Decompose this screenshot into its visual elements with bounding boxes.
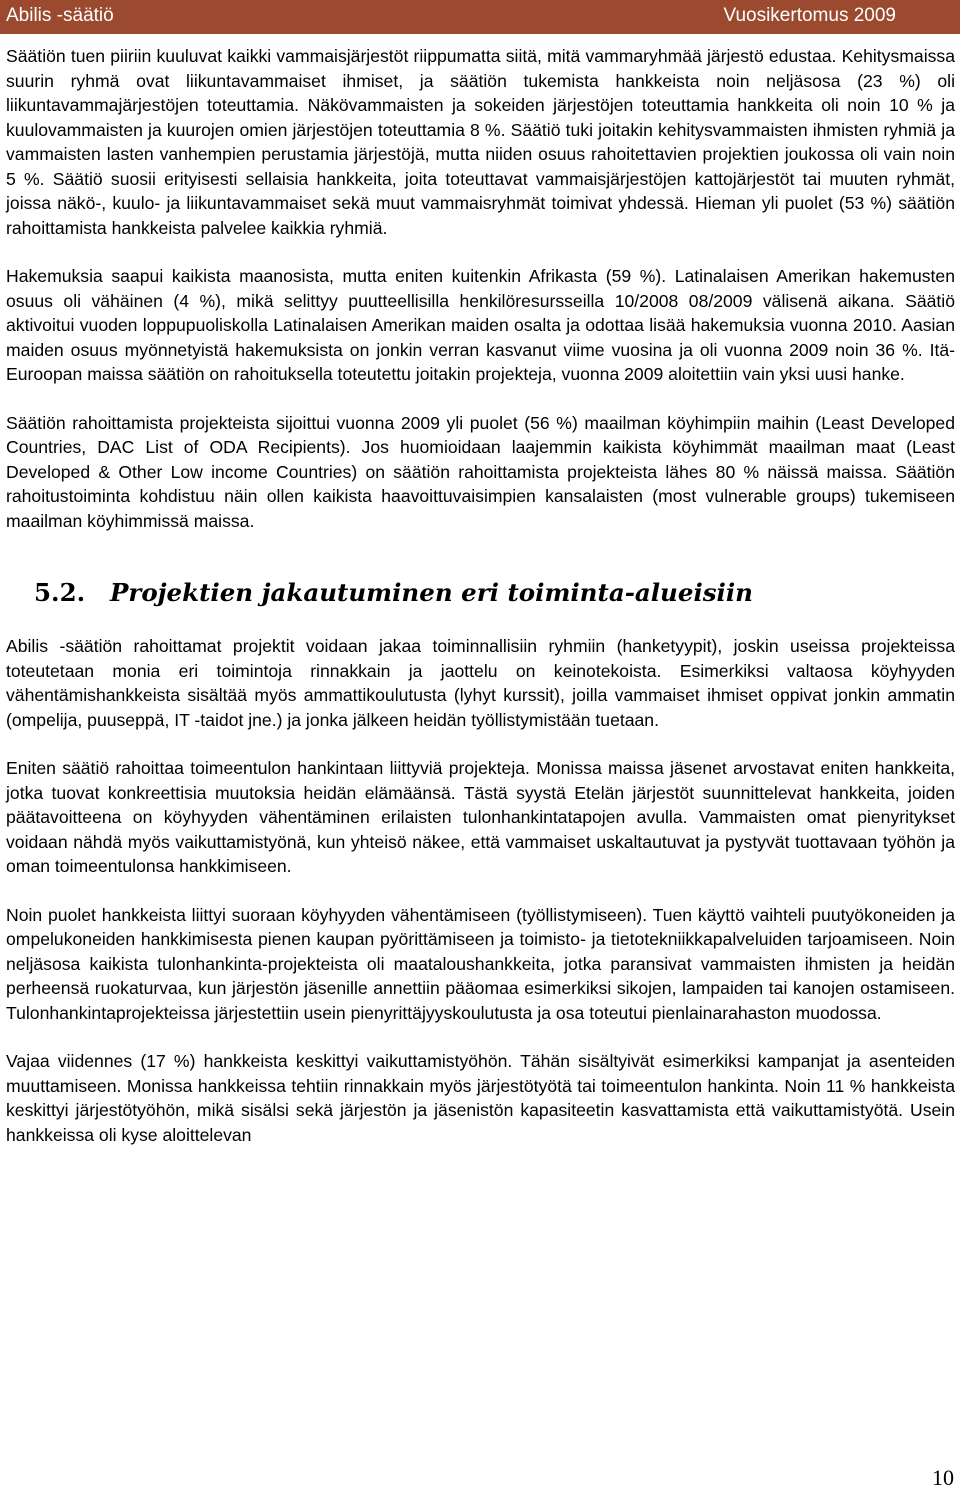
paragraph-applications-by-continent: Hakemuksia saapui kaikista maanosista, mutta eniten kuitenkin Afrikasta (59 %). Latinalaisen Amerikan hakemusten osuus oli vähäinen (4 %), mikä selittyy puutteellisilla henkilöresursseilla 10/2008 08/2009 välisenä aikana. Säätiö aktivoitui vuoden loppupuoliskolla Latinalaisen Amerikan maiden osalta ja odottaa lisää hakemuksia vuonna 2010. Aasian maiden osuus myönnetyistä hakemuksista on jonkin verran kasvanut viime vuosina ja oli vuonna 2009 noin 36 %. Itä-Euroopan maissa säätiön on rahoituksella toteutettu joitakin projekteja, vuonna 2009 aloitettiin vain yksi uusi hanke. bbox=[6, 266, 955, 384]
paragraph-disability-groups: Säätiön tuen piiriin kuuluvat kaikki vammaisjärjestöt riippumatta siitä, mitä vammaryhmää järjestö edustaa. Kehitysmaissa suurin ryhmä ovat liikuntavammaiset ihmiset, ja säätiön tukemista hankkeista noin neljäsosa (23 %) oli liikuntavammajärjestöjen toteuttamia. Näkövammaisten ja sokeiden järjestöjen toteuttamia hankkeita oli noin 10 % ja kuulovammaisten ja kuurojen omien järjestöjen toteuttamia 8 %. Säätiö tuki joitakin kehitysvammaisten ihmisten ryhmiä ja vammaisten lasten vanhempien perustamia järjestöjä, mutta niiden osuus rahoitettavien projektien joukossa oli vain noin 5 %. Säätiö suosii erityisesti sellaisia hankkeita, joita toteuttavat vammaisjärjestöjen kattojärjestöt tai muuten ryhmät, joissa näkö-, kuulo- ja liikuntavammaiset sekä muut vammaisryhmät toimivat yhdessä. Hieman yli puolet (53 %) säätiön rahoittamista hankkeista palvelee kaikkia ryhmiä. bbox=[6, 46, 955, 238]
paragraph-project-types: Abilis -säätiön rahoittamat projektit voidaan jakaa toiminnallisiin ryhmiin (hanketyypit), joskin useissa projekteissa toteutetaan monia eri toimintoja rinnakkain ja jaottelu on keinotekoista. Esimerkiksi valtaosa köyhyyden vähentämishankkeista sisältää myös ammattikoulutusta (lyhyt kurssit), joilla vammaiset ihmiset oppivat jonkin ammatin (ompelija, puuseppä, IT -taidot jne.) ja jonka jälkeen heidän työllistymistään tuetaan. bbox=[6, 636, 955, 730]
page-number: 10 bbox=[932, 1465, 954, 1490]
page-header bbox=[0, 0, 960, 34]
section-heading bbox=[6, 578, 955, 608]
header-organization: Abilis -säätiö bbox=[6, 5, 114, 26]
paragraph-advocacy: Vajaa viidennes (17 %) hankkeista keskittyi vaikuttamistyöhön. Tähän sisältyivät esimerkiksi kampanjat ja asenteiden muuttamiseen. Monissa hankkeissa tehtiin rinnakkain myös järjestötyötä tai toimeentulon hankinta. Noin 11 % hankkeista keskittyi järjestötyöhön, mikä sisälsi sekä järjestön ja jäsenistön kapasiteetin kasvattamista että vaikuttamistyötä. Usein hankkeissa oli kyse aloittelevan bbox=[6, 1051, 955, 1145]
header-report-title: Vuosikertomus 2009 bbox=[723, 5, 896, 26]
paragraph-income-generation: Eniten säätiö rahoittaa toimeentulon hankintaan liittyviä projekteja. Monissa maissa jäsenet arvostavat eniten hankkeita, jotka tuovat konkreettisia muutoksia heidän elämäänsä. Tästä syystä Etelän järjestöt suunnittelevat hankkeita, joiden päätavoitteena on köyhyyden vähentäminen erilaisten tulonhankintatapojen avulla. Vammaisten omat pienyritykset voidaan nähdä myös vaikuttamistyönä, kun yhteisö näkee, että vammaiset uskaltautuvat ja pystyvät tuottavaan työhön ja oman toimeentulonsa hankkimiseen. bbox=[6, 758, 955, 876]
section-number: 5.2. bbox=[34, 578, 86, 607]
section-title: Projektien jakautuminen eri toiminta-alueisiin bbox=[110, 578, 753, 607]
paragraph-poverty-reduction: Noin puolet hankkeista liittyi suoraan köyhyyden vähentämiseen (työllistymiseen). Tuen käyttö vaihteli puutyökoneiden ja ompelukoneiden hankkimisesta pienen kaupan pyörittämiseen ja toimisto- ja tietotekniikkapalveluiden tarjoamiseen. Noin neljäsosa kaikista tulonhankinta-projekteista oli maataloushankkeita, jotka paransivat vammaisten ihmisten ja heidän perheensä ruokaturvaa, kun järjestön jäsenille annettiin pääomaa esimerkiksi sikojen, lampaiden tai kanojen ostamiseen. Tulonhankintaprojekteissa järjestettiin usein pienyrittäjyyskoulutusta ja osa toteutui pienlainarahaston muodossa. bbox=[6, 904, 955, 1023]
document-body bbox=[6, 44, 955, 1171]
paragraph-poorest-countries: Säätiön rahoittamista projekteista sijoittui vuonna 2009 yli puolet (56 %) maailman köyhimpiin maihin (Least Developed Countries, DAC List of ODA Recipients). Jos huomioidaan laajemmin kaikista köyhimmät maailman maat (Least Developed & Other Low income Countries) on säätiön rahoittamista projekteista lähes 80 % näissä maissa. Säätiön rahoitustoiminta kohdistuu näin ollen kaikista haavoittuvaisimpien kansalaisten (most vulnerable groups) tukemiseen maailman köyhimmissä maissa. bbox=[6, 412, 955, 531]
